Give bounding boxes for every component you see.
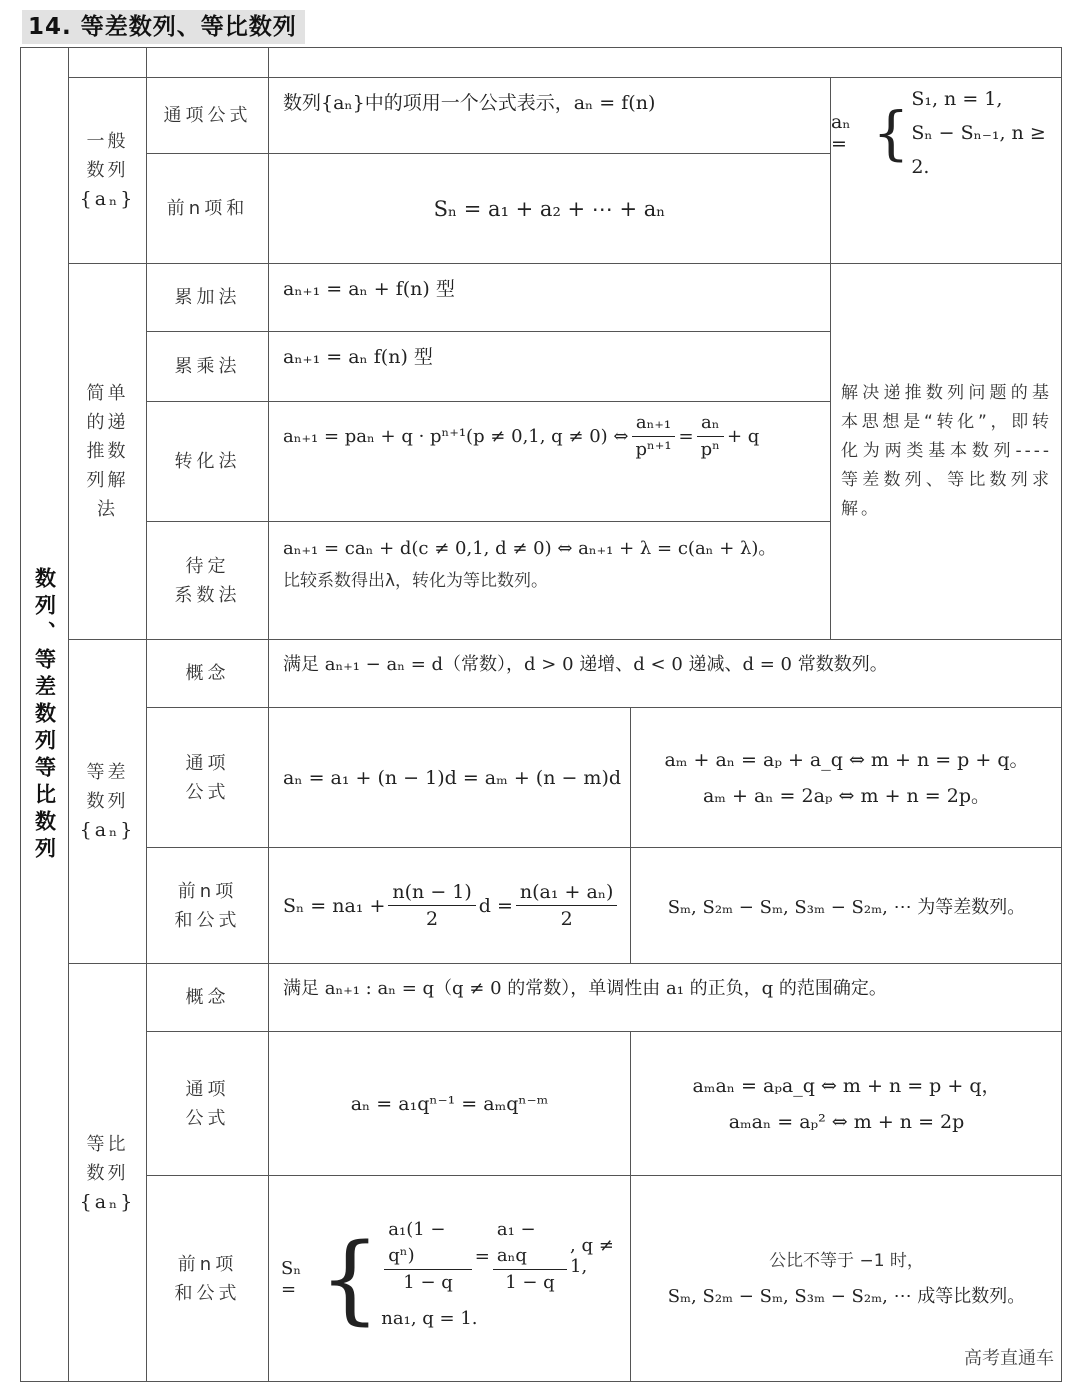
- arithmetic-term-text: aₙ = a₁ + (n − 1)d = aₘ + (n − m)d: [283, 766, 622, 789]
- arithmetic-term-prop-cell: [630, 707, 1062, 847]
- recursion-row4-label-cell: [146, 521, 268, 639]
- geometric-sum-f2-num: a₁ − aₙq: [493, 1217, 567, 1270]
- geometric-sum-case-2: na₁, q = 1.: [381, 1307, 478, 1329]
- arithmetic-sum-label: 前n项 和公式: [174, 880, 241, 931]
- geometric-sum-eq: =: [474, 1245, 490, 1267]
- general-sum-text: Sₙ = a₁ + a₂ + ⋯ + aₙ: [433, 196, 666, 221]
- recursion-row4-label: 待定 系数法: [174, 555, 241, 606]
- geometric-term-label: 通项 公式: [185, 1078, 230, 1129]
- arithmetic-sum-lhs: Sₙ = na₁ +: [283, 894, 386, 917]
- header-empty-2: [146, 47, 268, 77]
- arithmetic-sum-f1-num: n(n − 1): [388, 879, 475, 906]
- recursion-row4-text2: 比较系数得出λ，转化为等比数列。: [283, 571, 549, 591]
- arithmetic-term-prop-2: aₘ + aₙ = 2aₚ ⇔ m + n = 2p。: [702, 784, 991, 807]
- arithmetic-term-cell: [268, 707, 630, 847]
- geometric-concept-cell: [268, 963, 1062, 1031]
- brand-watermark: 高考直通车: [964, 1348, 1054, 1369]
- general-sum-cell: [268, 153, 830, 263]
- geometric-term-prop-1: aₘaₙ = aₚa_q ⇔ m + n = p + q，: [692, 1074, 1001, 1097]
- recursion-row4-cell: [268, 521, 830, 639]
- geometric-term-cell: [268, 1031, 630, 1175]
- side-label-cell: [20, 47, 68, 1382]
- arithmetic-sum-f2-den: 2: [560, 908, 573, 930]
- relation-case-2: Sₙ − Sₙ₋₁, n ≥ 2.: [911, 122, 1046, 178]
- general-term-text: 数列{aₙ}中的项用一个公式表示，aₙ = f(n): [283, 92, 656, 114]
- geometric-category-cell: [68, 963, 146, 1382]
- geometric-sum-prop-1: 公比不等于 −1 时，: [769, 1251, 924, 1271]
- geometric-sum-f1-den: 1 − q: [403, 1271, 453, 1293]
- frac2-num: aₙ: [697, 410, 724, 437]
- arithmetic-concept-label-cell: [146, 639, 268, 707]
- recursion-category-cell: [68, 263, 146, 639]
- general-sum-label-cell: [146, 153, 268, 263]
- recursion-row1-cell: [268, 263, 830, 331]
- recursion-row3-label-cell: [146, 401, 268, 521]
- general-sum-label: 前n项和: [166, 198, 249, 219]
- recursion-row3-cell: [268, 401, 830, 521]
- arithmetic-sum-f1-den: 2: [426, 908, 439, 930]
- geometric-sum-cell: [268, 1175, 630, 1382]
- geometric-concept-label-cell: [146, 963, 268, 1031]
- recursion-note: 解决递推数列问题的基本思想是“转化”，即转化为两类基本数列----等差数列、等比数列求解。: [841, 383, 1052, 519]
- geometric-sum-label-cell: [146, 1175, 268, 1382]
- relation-lhs: aₙ =: [831, 111, 851, 155]
- frac1-den: pⁿ⁺¹: [635, 439, 672, 460]
- arithmetic-term-label: 通项 公式: [185, 752, 230, 803]
- header-empty-3: [268, 47, 1062, 77]
- arithmetic-category-cell: [68, 639, 146, 963]
- geometric-sum-prop-2: Sₘ, S₂ₘ − Sₘ, S₃ₘ − S₂ₘ, ⋯ 成等比数列。: [667, 1286, 1026, 1307]
- geometric-term-text: aₙ = a₁qⁿ⁻¹ = aₘqⁿ⁻ᵐ: [350, 1092, 549, 1115]
- geometric-concept-label: 概念: [185, 987, 230, 1008]
- recursion-row2-cell: [268, 331, 830, 401]
- geometric-category: 等比 数列 {aₙ}: [79, 1133, 136, 1213]
- summary-table: [20, 47, 1062, 1382]
- arithmetic-sum-prop-cell: [630, 847, 1062, 963]
- frac2-den: pⁿ: [700, 439, 720, 460]
- recursion-row2-text: aₙ₊₁ = aₙ f(n) 型: [283, 346, 433, 368]
- geometric-sum-formula: Sₙ = { $\frac{\text{a₁(1 − qⁿ)}}{1 - q}$ = $\frac{\text{a₁ − aₙq}}{1 - q}$ , q ≠ 1, na₁, q = 1.: [281, 1217, 630, 1342]
- geometric-term-prop-cell: [630, 1031, 1062, 1175]
- relation-case-1: S₁, n = 1,: [911, 88, 1003, 110]
- header-empty-1: [68, 47, 146, 77]
- recursion-row3-text: aₙ₊₁ = paₙ + q · pⁿ⁺¹(p ≠ 0,1, q ≠ 0) ⇔: [283, 426, 629, 447]
- general-category-cell: [68, 77, 146, 263]
- general-category: 一般 数列 {aₙ}: [79, 131, 136, 210]
- recursion-note-cell: [830, 263, 1062, 639]
- recursion-row3-tail: + q: [726, 426, 760, 447]
- recursion-row1-label: 累加法: [174, 287, 241, 308]
- section-title: 14. 等差数列、等比数列: [22, 10, 305, 44]
- arithmetic-sum-formula: [283, 879, 620, 932]
- recursion-category: 简单 的递 推数 列解 法: [86, 383, 129, 520]
- arithmetic-sum-f2-num: n(a₁ + aₙ): [516, 879, 618, 906]
- arithmetic-term-prop-1: aₘ + aₙ = aₚ + a_q ⇔ m + n = p + q。: [664, 748, 1029, 771]
- general-term-cell: [268, 77, 830, 153]
- recursion-row2-label: 累乘法: [174, 356, 241, 377]
- arithmetic-category: 等差 数列 {aₙ}: [79, 762, 136, 841]
- geometric-sum-lhs: Sₙ =: [281, 1258, 302, 1300]
- arithmetic-sum-label-cell: [146, 847, 268, 963]
- geometric-sum-tail: , q ≠ 1,: [570, 1235, 614, 1277]
- geometric-term-label-cell: [146, 1031, 268, 1175]
- side-label: 数列、等差数列等比数列: [32, 566, 57, 864]
- recursion-row4-text: aₙ₊₁ = caₙ + d(c ≠ 0,1, d ≠ 0) ⇔ aₙ₊₁ + λ = c(aₙ + λ)。: [283, 538, 777, 559]
- recursion-row2-label-cell: [146, 331, 268, 401]
- arithmetic-sum-cell: [268, 847, 630, 963]
- arithmetic-term-label-cell: [146, 707, 268, 847]
- frac1-num: aₙ₊₁: [632, 410, 675, 437]
- geometric-sum-label: 前n项 和公式: [174, 1254, 241, 1304]
- geometric-sum-f1-num: a₁(1 − qⁿ): [384, 1217, 471, 1270]
- general-term-label: 通项公式: [163, 105, 252, 126]
- general-relation-cell: [830, 77, 1062, 263]
- recursion-row3-label: 转化法: [174, 451, 241, 472]
- arithmetic-sum-prop: Sₘ, S₂ₘ − Sₘ, S₃ₘ − S₂ₘ, ⋯ 为等差数列。: [667, 896, 1026, 918]
- geometric-term-prop-2: aₘaₙ = aₚ² ⇔ m + n = 2p: [728, 1110, 965, 1133]
- recursion-row3-eq: =: [678, 426, 694, 447]
- arithmetic-concept-cell: [268, 639, 1062, 707]
- recursion-row1-text: aₙ₊₁ = aₙ + f(n) 型: [283, 278, 455, 300]
- general-term-label-cell: [146, 77, 268, 153]
- recursion-row3-formula: [283, 410, 759, 463]
- recursion-row1-label-cell: [146, 263, 268, 331]
- arithmetic-sum-mid: d =: [478, 894, 513, 917]
- arithmetic-concept-text: 满足 aₙ₊₁ − aₙ = d（常数），d > 0 递增、d < 0 递减、d = 0 常数数列。: [283, 654, 888, 675]
- geometric-sum-f2-den: 1 − q: [505, 1271, 555, 1293]
- geometric-concept-text: 满足 aₙ₊₁ : aₙ = q（q ≠ 0 的常数），单调性由 a₁ 的正负，q 的范围确定。: [283, 978, 887, 999]
- arithmetic-concept-label: 概念: [185, 663, 230, 684]
- general-relation: aₙ = { S₁, n = 1, Sₙ − Sₙ₋₁, n ≥ 2.: [831, 82, 1062, 184]
